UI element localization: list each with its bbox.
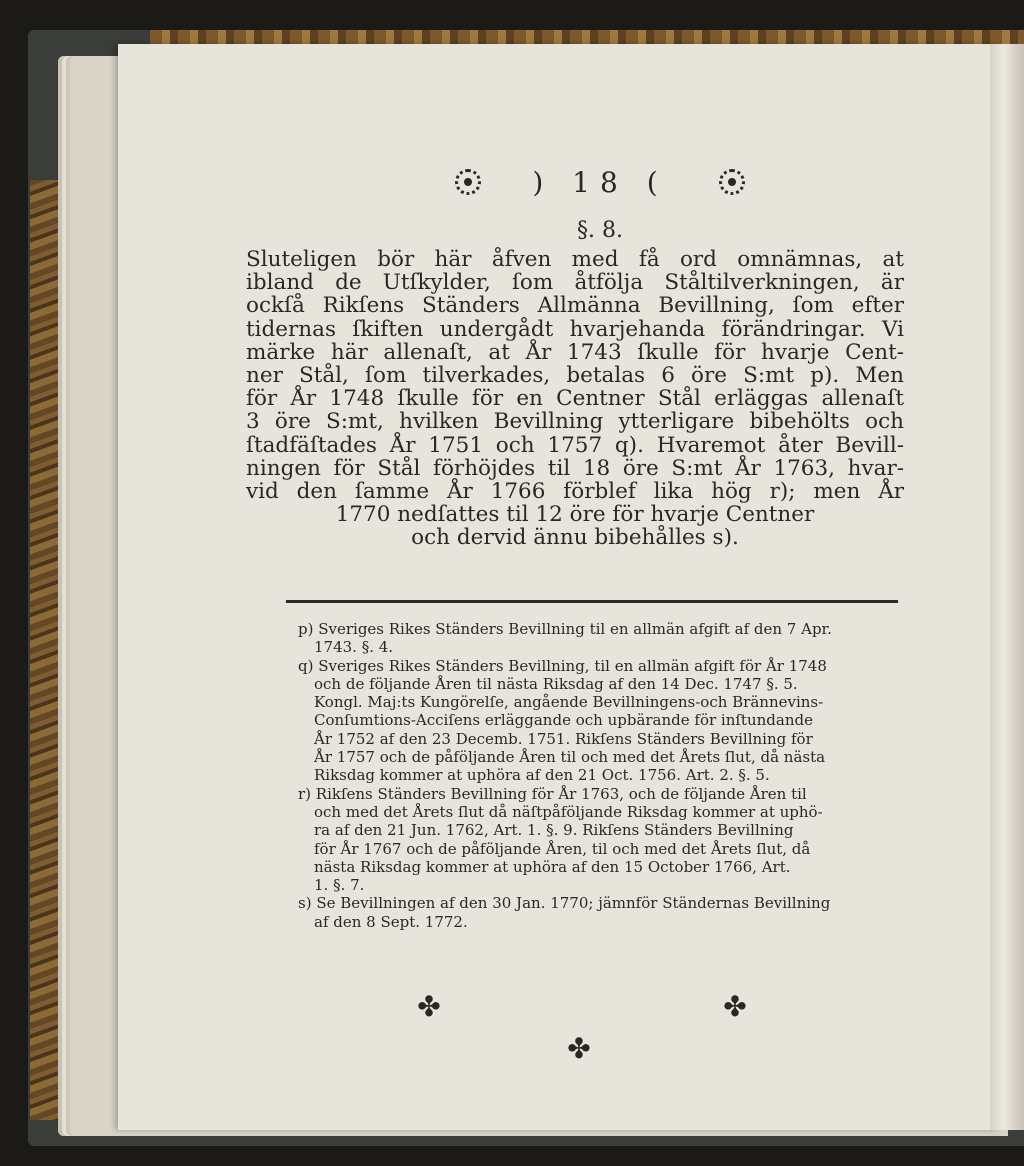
footnote-line: och med det Årets ſlut då näſtpåföljande Riksdag kommer at uphö- (314, 802, 823, 821)
body-line: ockſå Rikſens Ständers Allmänna Bevillning, ſom efter (246, 293, 904, 319)
footnote-line: ra af den 21 Jun. 1762, Art. 1. §. 9. Rikſens Ständers Bevillning (314, 821, 794, 840)
footnote-line: af den 8 Sept. 1772. (314, 912, 468, 931)
footnote-line: nästa Riksdag kommer at uphöra af den 15 October 1766, Art. (314, 857, 791, 876)
body-line: tidernas ſkiften undergådt hvarjehanda förändringar. Vi (246, 316, 904, 342)
footnote-line: och de följande Åren til nästa Riksdag af den 14 Dec. 1747 §. 5. (314, 674, 798, 693)
footnote-line: för År 1767 och de påföljande Åren, til och med det Årets ſlut, då (314, 839, 811, 858)
section-heading: §. 8. (577, 218, 623, 243)
page-number: ) 18 ( (532, 165, 668, 199)
fleuron-icon: ✤ (567, 1032, 591, 1065)
body-line: Sluteligen bör här åfven med få ord omnämnas, at (246, 247, 904, 272)
marbled-board (30, 180, 60, 1120)
footnote-line: 1743. §. 4. (314, 638, 394, 657)
running-header (455, 162, 745, 202)
footnote-p (298, 620, 902, 657)
footnote-line: p) Sveriges Rikes Ständers Bevillning til en allmän afgift af den 7 Apr. (298, 620, 832, 638)
footnote-line: Kongl. Maj:ts Kungörelſe, angående Bevillningens-och Brännevins- (314, 693, 824, 712)
body-line: och dervid ännu bibehålles s). (411, 525, 739, 551)
footnote-line: År 1757 och de påföljande Åren til och med det Årets ſlut, då nästa (314, 748, 826, 767)
footnote-r (298, 785, 902, 895)
body-line: märke här allenaſt, at År 1743 ſkulle för hvarje Cent- (246, 339, 904, 365)
facing-page-edge (990, 44, 1024, 1130)
top-marbled-edge (150, 30, 1024, 44)
footnotes (298, 620, 902, 931)
body-text (246, 248, 904, 550)
body-line: 3 öre S:mt, hvilken Bevillning ytterligare bibehölts och (246, 409, 904, 435)
rosette-icon (719, 169, 745, 195)
footnote-line: 1. §. 7. (314, 876, 365, 895)
body-line: ner Stål, ſom tilverkades, betalas 6 öre S:mt p). Men (246, 363, 904, 389)
body-line: ibland de Utſkylder, ſom åtfölja Ståltilverkningen, är (246, 270, 904, 296)
body-line: 1770 nedſattes til 12 öre för hvarje Centner (335, 502, 815, 528)
book-page (118, 44, 1000, 1130)
footnote-line: År 1752 af den 23 Decemb. 1751. Rikſens Ständers Bevillning för (314, 729, 813, 748)
body-line: ningen för Stål förhöjdes til 18 öre S:mt År 1763, hvar- (246, 455, 904, 481)
footnote-line: s) Se Bevillningen af den 30 Jan. 1770; jämnför Ständernas Bevillning (298, 894, 831, 913)
footnote-line: Conſumtions-Acciſens erläggande och upbärande för inſtundande (314, 711, 813, 730)
footnote-q (298, 657, 902, 785)
fleuron-icon: ✤ (723, 990, 747, 1023)
footnote-line: r) Rikſens Ständers Bevillning för År 1763, och de följande Åren til (298, 784, 807, 803)
footnote-line: q) Sveriges Rikes Ständers Bevillning, til en allmän afgift för År 1748 (298, 656, 827, 675)
body-line: för År 1748 ſkulle för en Centner Stål erläggas allenaſt (246, 386, 904, 412)
footnote-line: Riksdag kommer at uphöra af den 21 Oct. 1756. Art. 2. §. 5. (314, 766, 770, 785)
rosette-icon (455, 169, 481, 195)
body-line: ſtadfäſtades År 1751 och 1757 q). Hvaremot åter Bevill- (246, 432, 904, 458)
footnote-s (298, 894, 902, 931)
body-line: vid den ſamme År 1766 förblef lika hög r); men År (246, 479, 904, 505)
footnote-rule (286, 600, 898, 603)
fleuron-icon: ✤ (417, 990, 441, 1023)
